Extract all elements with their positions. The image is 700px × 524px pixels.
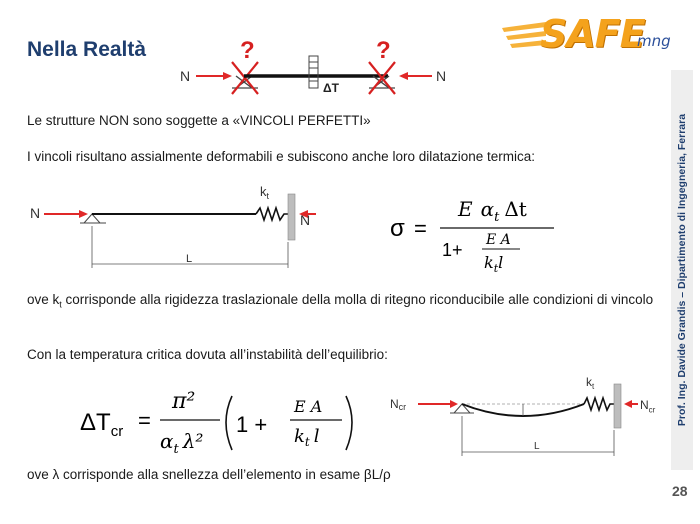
top-right-question: ? — [376, 37, 391, 64]
formula-sigma — [384, 190, 584, 276]
spring-beam-diagram — [26, 176, 316, 276]
f1-inner-numerator: E A — [486, 232, 511, 248]
d2-spring — [584, 398, 614, 410]
top-delta-t-label: ΔT — [323, 81, 339, 95]
f1-numerator: E $\alpha_t$ Δt — [458, 197, 527, 225]
top-beam-diagram — [170, 28, 460, 108]
f2-left-paren — [226, 396, 232, 450]
page-number: 28 — [672, 483, 688, 499]
logo-suffix-text: mng — [637, 32, 671, 50]
slide-title: Nella Realtà — [27, 38, 147, 61]
f1-inner-denominator: $k_tl$ — [484, 253, 504, 275]
f2-lhs: $\Delta T_{cr}$ — [80, 409, 124, 440]
d2-length-label: L — [534, 441, 540, 452]
f2-paren-one: 1 + — [236, 412, 268, 437]
paragraph-vincoli: Le strutture NON sono soggette a «VINCOLI PERFETTI» — [27, 113, 371, 128]
formula-delta-t-critical — [80, 378, 370, 466]
top-left-force-label: N — [180, 68, 191, 84]
d2-left-force-label: Ncr — [390, 397, 407, 412]
d1-spring — [256, 208, 288, 220]
d1-wall — [288, 194, 295, 240]
f2-denominator: $\alpha_t$ λ² — [160, 429, 204, 457]
safe-mng-logo — [500, 10, 675, 60]
top-right-force-label: N — [436, 68, 447, 84]
d1-length-label: L — [186, 253, 193, 265]
f1-denominator-one: 1+ — [442, 240, 463, 260]
d1-right-force-label: N — [300, 212, 311, 228]
f1-equals: = — [414, 216, 427, 241]
author-text: Prof. Ing. Davide Grandis – Dipartimento di Ingegneria, Ferrara — [676, 113, 688, 427]
f2-right-paren — [346, 396, 352, 450]
f2-numerator: π² — [172, 389, 196, 414]
d1-pin-support — [84, 214, 100, 223]
paragraph-rigidezza: ove $k_t$ corrisponde alla rigidezza traslazionale della molla di ritegno riconducibile alle condizioni di vincolo — [27, 292, 654, 310]
paragraph-temperatura-critica: Con la temperatura critica dovuta all’instabilità dell’equilibrio: — [27, 347, 388, 362]
logo-main-text: SAFE — [540, 12, 645, 56]
f1-sigma: σ — [390, 215, 405, 242]
d1-spring-label: $k_t$ — [260, 184, 270, 201]
f2-inner-numerator: E A — [294, 397, 323, 416]
paragraph-deformabili: I vincoli risultano assialmente deformabili e subiscono anche loro dilatazione termica: — [27, 149, 536, 164]
d2-wall — [614, 384, 621, 428]
top-left-arrow-head — [223, 72, 232, 80]
sidebar-author — [671, 70, 693, 470]
d1-left-force-label: N — [30, 205, 41, 221]
f2-inner-denominator: $k_t$ l — [294, 426, 320, 449]
paragraph-snellezza: ove λ corrisponde alla snellezza dell’elemento in esame βL/ρ — [27, 467, 391, 482]
f2-equals: = — [138, 408, 151, 433]
d2-right-force-label: $N_{cr}$ — [640, 398, 656, 415]
buckled-beam-diagram — [388, 374, 668, 462]
d2-spring-label: $k_t$ — [586, 375, 595, 391]
top-left-question: ? — [240, 37, 255, 64]
thermometer-icon — [309, 56, 318, 88]
